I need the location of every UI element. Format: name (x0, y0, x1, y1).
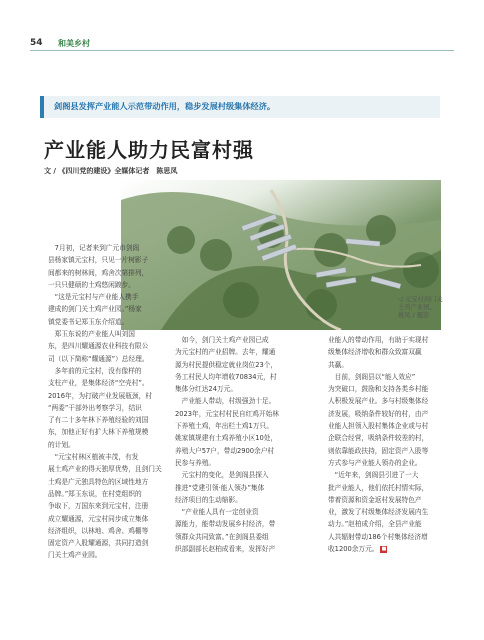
caption-line: ◁ 元宝村剑门关 (398, 296, 443, 303)
paragraph-line: 人共辐射带动186个村集体经济增 (328, 532, 428, 541)
paragraph-line: 2016年，为打破产业发展瓶颈，村 (48, 391, 152, 400)
end-of-article-mark: ■ (381, 545, 387, 552)
banner-text: 剑阁县发挥产业能人示范带动作用，稳步发展村级集体经济。 (54, 101, 276, 111)
paragraph-line: 收1200余万元。 ■ (328, 545, 387, 554)
paragraph-line: “这是元宝村与产业能人携手 (48, 293, 139, 302)
paragraph-line: 批产业能人，他们依托村情实际， (328, 483, 429, 492)
paragraph-line: 业，激发了村级集体经济发展内生 (328, 508, 429, 517)
text-column-3 (328, 334, 428, 555)
article-byline: 文 / 《四川党的建设》全媒体记者 陈思凤 (44, 167, 178, 175)
paragraph-line: 争取下，万国东来到元宝村，注册 (48, 502, 149, 511)
paragraph-line: 动力。”赵柏成介绍，全县产业能 (328, 520, 422, 529)
section-label: 和美乡村 (58, 39, 90, 48)
paragraph-line: 源能力，能带动发展乡村经济，带 (175, 520, 276, 529)
paragraph-line: 领群众共同致富。”在剑阁县委组 (175, 532, 269, 541)
paragraph-line: 为突破口，鼓励和支持各类乡村能 (328, 385, 429, 394)
aerial-photo (121, 180, 441, 330)
paragraph-line: 产业能人带动，村级强劲十足。 (175, 397, 276, 406)
paragraph-line: 经济组织，以林地、鸡舍、鸡棚等 (48, 526, 149, 535)
paragraph-line: 如今，剑门关土鸡产业园已成 (175, 336, 269, 344)
paragraph-line: 东，是四川耀通源农业科技有限公 (48, 342, 149, 351)
paragraph-line: 镇党委书记郑玉东介绍道。 (48, 317, 129, 326)
article-title: 产业能人助力民富村强 (44, 138, 254, 162)
aerial-photo-graphic (121, 180, 441, 330)
paragraph-line: 带着资源和资金返村发展特色产 (328, 495, 422, 504)
paragraph-line: 县杨家镇元宝村，只见一片树影子 (48, 256, 149, 265)
paragraph-line: 姚家镇规建有土鸡养殖小区10处， (175, 434, 278, 443)
paragraph-line: 成立耀通源，元宝村同步成立集体 (48, 514, 149, 523)
paragraph-line: 下养殖土鸡，年出栏土鸡1万只。 (175, 422, 273, 431)
paragraph-line: 品牌。”郑玉东说，在村党组织的 (48, 489, 142, 498)
summary-banner (40, 96, 440, 118)
paragraph-line: 7月初，记者来到广元市剑阁 (48, 244, 140, 252)
paragraph-line: 2023年，元宝村村民自红鸡开始林 (175, 409, 279, 418)
text-column-2 (175, 334, 279, 555)
text-column-1 (48, 242, 162, 562)
paragraph-line: 共赢。 (328, 360, 349, 369)
paragraph-line: 推进“党建引领·能人领办”集体 (175, 483, 265, 492)
paragraph-line: 务工村民人均年增收70834元，村 (175, 372, 277, 381)
paragraph-line: “元宝村林区植被丰茂，有发 (48, 453, 139, 462)
paragraph-line: 一只只健硕的土鸡悠闲踱步。 (48, 280, 135, 289)
paragraph-line: “近年来，剑阁县引进了一大 (328, 471, 419, 480)
paragraph-line: 业能人担领入股村集体企业或与村 (328, 422, 429, 431)
paragraph-line: 级集体经济增收和群众致富双赢 (328, 348, 422, 357)
paragraph-line: 济发展，吸纳条件较好的村，由产 (328, 409, 429, 418)
photo-caption (398, 296, 458, 320)
banner-accent-bar (40, 96, 44, 118)
paragraph-line: 郑玉东说的产业能人叫刘国 (48, 330, 135, 339)
paragraph-line: 企联合经营，吸纳条件较差的村， (328, 434, 429, 443)
paragraph-line: 养殖大户57户，带动2900余户村 (175, 446, 275, 455)
paragraph-line: 元宝村的变化，是剑阁县探入 (175, 471, 269, 480)
paragraph-line: 则依靠能政扶持，固定资产入股等 (328, 446, 429, 455)
paragraph-line: 门关土鸡产业园。 (48, 551, 102, 560)
paragraph-line: 方式参与产业能人领办的企业。 (328, 458, 422, 467)
paragraph-line: 建成的剑门关土鸡产业园。”杨家 (48, 305, 142, 314)
page-number: 54 (30, 38, 43, 48)
paragraph-line: 的计划。 (48, 440, 75, 449)
paragraph-line: 织部副部长赵柏成看来，发挥好产 (175, 545, 276, 554)
paragraph-line: 展土鸡产业的得天独厚优势，且剑门关 (48, 465, 162, 474)
paragraph-line: 业能人的带动作用，有助于实现村 (328, 336, 429, 344)
paragraph-line: 东，加他正好有扩大林下养殖规模 (48, 428, 149, 437)
paragraph-line: 为元宝村的产业招牌。去年，耀通 (175, 348, 276, 357)
paragraph-line: “产业能人具有一定创业资 (175, 508, 259, 517)
paragraph-line: 司（以下简称“耀通源”）总经理。 (48, 354, 149, 363)
header-rule (30, 50, 454, 51)
caption-line: 土鸡产业园。 (398, 304, 436, 311)
paragraph-line: 间都来的树林间，鸡舍次第排列， (48, 268, 149, 277)
paragraph-line: 源为村民提供稳定就业岗位23个， (175, 360, 278, 369)
paragraph-line: 土鸡是广元独具特色的区域性地方 (48, 477, 149, 486)
caption-line: 姚凤 / 摄影 (398, 312, 430, 319)
paragraph-line: 多年前的元宝村，没有像样的 (48, 366, 142, 375)
paragraph-line: 民参与养殖。 (175, 458, 216, 467)
paragraph-line: 经济项目的生动缩影。 (175, 495, 242, 504)
paragraph-line: 支柱产业，是集体经济“空壳村”。 (48, 379, 149, 388)
paragraph-line: 人积极发展产业。多与村级集体经 (328, 397, 429, 406)
paragraph-line: 目前，剑阁县以“能人效应” (328, 372, 416, 381)
paragraph-line: 集体分红达24万元。 (175, 385, 238, 394)
paragraph-line: “两委”干部外出考察学习，结识 (48, 403, 142, 412)
paragraph-line: 了有二十多年林下养殖经验的刘国 (48, 416, 149, 425)
paragraph-line: 固定资产入股耀通源，共同打造剑 (48, 539, 149, 548)
